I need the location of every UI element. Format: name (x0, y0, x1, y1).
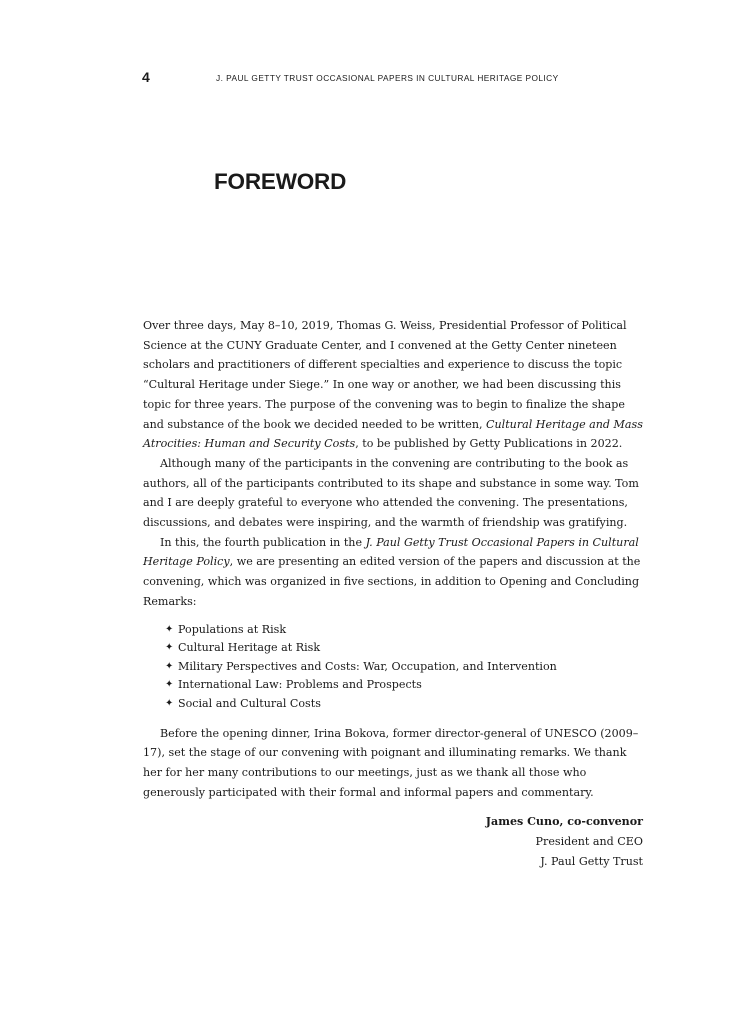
list-item (165, 639, 643, 658)
list-item-label: International Law: Problems and Prospects (178, 678, 422, 692)
series-title: J. Paul Getty Trust Occasional Papers in Cultural Heritage Policy (143, 535, 639, 569)
section-list (143, 621, 643, 714)
paragraph-3-text-a: In this, the fourth publication in the (160, 535, 366, 549)
running-header: J. PAUL GETTY TRUST OCCASIONAL PAPERS IN CULTURAL HERITAGE POLICY (216, 73, 559, 83)
star-bullet-icon: ✦ (165, 642, 174, 654)
book-title: Cultural Heritage and Mass Atrocities: Human and Security Costs (143, 417, 643, 451)
page-title: FOREWORD (214, 169, 347, 194)
list-item (165, 621, 643, 640)
paragraph-1-text-b: , to be published by Getty Publications in 2022. (355, 437, 623, 451)
star-bullet-icon: ✦ (165, 660, 174, 672)
list-item-label: Military Perspectives and Costs: War, Occupation, and Intervention (178, 659, 557, 673)
star-bullet-icon: ✦ (165, 697, 174, 709)
star-bullet-icon: ✦ (165, 679, 174, 691)
list-item (165, 658, 643, 677)
signature-organization: J. Paul Getty Trust (540, 854, 643, 868)
body-text (143, 316, 643, 871)
star-bullet-icon: ✦ (165, 623, 174, 635)
signature-name: James Cuno, co-convenor (485, 815, 643, 829)
paragraph-1 (143, 316, 643, 454)
paragraph-2: Although many of the participants in the convening are contributing to the book as authors, all of the participants contributed to its shape and substance in some way. Tom and I are deeply grateful to everyone who attended the convening. The presentations, discussions, and debates were inspiring, and the warmth of friendship was gratifying. (143, 456, 639, 530)
paragraph-4: Before the opening dinner, Irina Bokova, former director-general of UNESCO (2009–17), set the stage of our convening with poignant and illuminating remarks. We thank her for her many contributions to our meetings, just as we thank all those who generously participated with their formal and informal papers and commentary. (143, 726, 639, 799)
list-item (165, 695, 643, 714)
paragraph-3-text-b: , we are presenting an edited version of the papers and discussion at the convening, which was organized in five sections, in addition to Opening and Concluding Remarks: (143, 555, 641, 608)
page-number: 4 (142, 69, 150, 85)
list-item (165, 676, 643, 695)
list-item-label: Cultural Heritage at Risk (178, 641, 321, 655)
paragraph-3 (143, 533, 643, 612)
signature-title: President and CEO (535, 835, 643, 849)
paragraph-1-text-a: Over three days, May 8–10, 2019, Thomas G. Weiss, Presidential Professor of Political Science at the CUNY Graduate Center, and I convened at the Getty Center nineteen scholars and practitioners of different specialties and experience to discuss the topic “Cultural Heritage under Siege.” In one way or another, we had been discussing this topic for three years. The purpose of the convening was to begin to finalize the shape and substance of the book we decided needed to be written, (143, 319, 627, 431)
list-item-label: Social and Cultural Costs (178, 696, 321, 710)
signature-block (143, 812, 643, 871)
list-item-label: Populations at Risk (178, 622, 287, 636)
